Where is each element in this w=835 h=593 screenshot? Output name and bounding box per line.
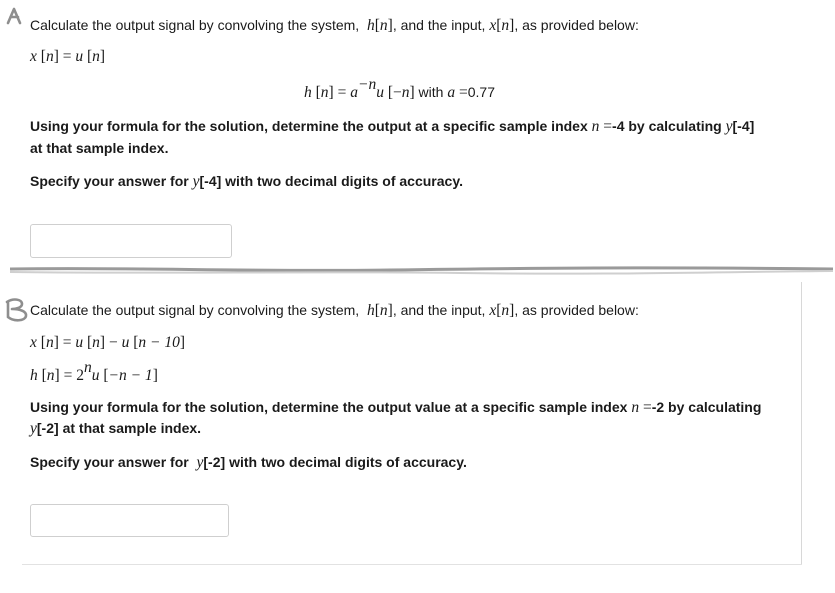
q1-prompt: Calculate the output signal by convolving the system, h[n], and the input, x[n], as provided below: [30,17,639,34]
q2-answer-input[interactable] [30,504,229,537]
q2-prompt: Calculate the output signal by convolving the system, h[n], and the input, x[n], as provided below: [30,302,639,319]
handwritten-a-mark [5,6,25,26]
handwritten-b-mark [2,296,32,324]
q1-task-line2: at that sample index. [30,140,169,156]
q2-h-equation: h [n] = 2$^n$u [−n − 1] [30,359,158,384]
q2-panel-bottom-border [22,564,802,565]
q1-h-equation: h $[n] = a^{-n}u$ [−n] with a =0.77 [304,76,495,101]
q2-specify: Specify your answer for y[-2] with two decimal digits of accuracy. [30,454,467,471]
q1-specify: Specify your answer for y[-4] with two decimal digits of accuracy. [30,173,463,190]
q2-panel-right-border [801,282,802,564]
torn-divider [10,264,833,276]
q2-task-line1: Using your formula for the solution, determine the output value at a specific sample index n =-2 by calculating [30,399,762,416]
q2-x-equation: x [n] = u [n] − u [n − 10] [30,334,186,351]
q1-answer-input[interactable] [30,224,232,258]
q1-x-equation: x [n] = u [n] [30,48,106,65]
q2-task-line2: y[-2] at that sample index. [30,420,202,437]
q1-task-line1: Using your formula for the solution, determine the output at a specific sample index n =-4 by calculating y[-4] [30,118,755,135]
